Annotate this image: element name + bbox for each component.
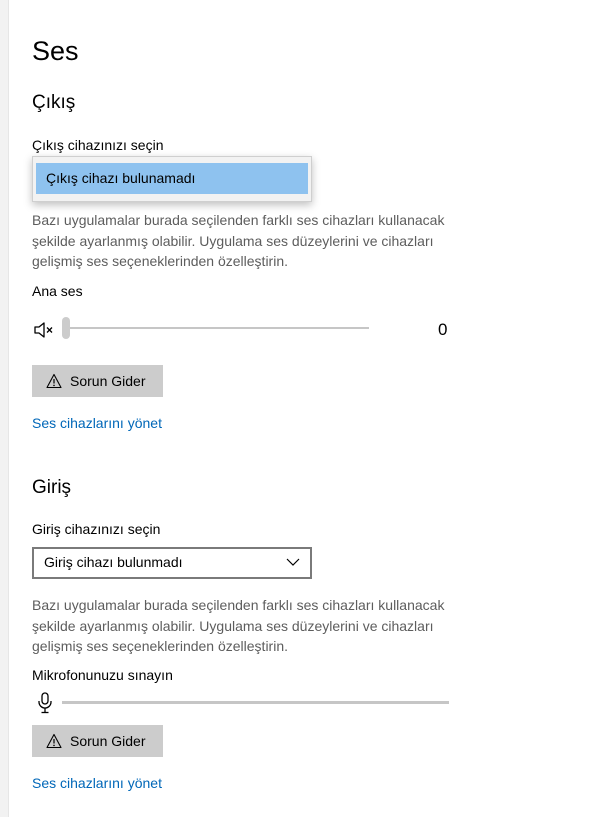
master-volume-slider-thumb[interactable] (62, 317, 70, 339)
warning-icon (46, 373, 62, 389)
output-device-label: Çıkış cihazınızı seçin (32, 137, 164, 153)
chevron-down-icon (286, 555, 300, 569)
output-troubleshoot-button[interactable] (32, 365, 163, 397)
output-description: Bazı uygulamalar burada seçilenden farklı ses cihazları kullanacak şekilde ayarlanmış olabilir. Uygulama ses düzeylerini ve cihazları gelişmiş ses seçeneklerinden özelleştirin. (32, 212, 445, 269)
input-device-dropdown-value: Giriş cihazı bulunmadı (44, 554, 183, 570)
input-device-label: Giriş cihazınızı seçin (32, 521, 161, 537)
warning-icon (46, 733, 62, 749)
output-device-option-label: Çıkış cihazı bulunamadı (46, 170, 196, 186)
output-device-dropdown-popup (32, 156, 312, 202)
master-volume-value: 0 (438, 320, 448, 339)
output-section-title: Çıkış (32, 92, 76, 113)
input-description: Bazı uygulamalar burada seçilenden farklı ses cihazları kullanacak şekilde ayarlanmış olabilir. Uygulama ses düzeylerini ve cihazları gelişmiş ses seçeneklerinden özelleştirin. (32, 597, 445, 654)
output-troubleshoot-label: Sorun Gider (70, 373, 146, 389)
master-volume-slider-track[interactable] (66, 327, 369, 329)
input-device-dropdown[interactable] (32, 547, 312, 579)
speaker-muted-icon[interactable] (33, 320, 57, 340)
microphone-icon (37, 692, 53, 714)
page-title: Ses (32, 36, 79, 66)
input-section-title: Giriş (32, 477, 72, 498)
master-volume-label: Ana ses (32, 283, 83, 299)
input-troubleshoot-label: Sorun Gider (70, 733, 146, 749)
input-manage-devices-link[interactable]: Ses cihazlarını yönet (32, 775, 162, 791)
output-manage-devices-link[interactable]: Ses cihazlarını yönet (32, 415, 162, 431)
input-troubleshoot-button[interactable] (32, 725, 163, 757)
output-device-option[interactable] (36, 163, 308, 194)
mic-level-meter (62, 701, 449, 704)
left-panel-edge (0, 0, 9, 817)
mic-test-label: Mikrofonunuzu sınayın (32, 667, 173, 683)
